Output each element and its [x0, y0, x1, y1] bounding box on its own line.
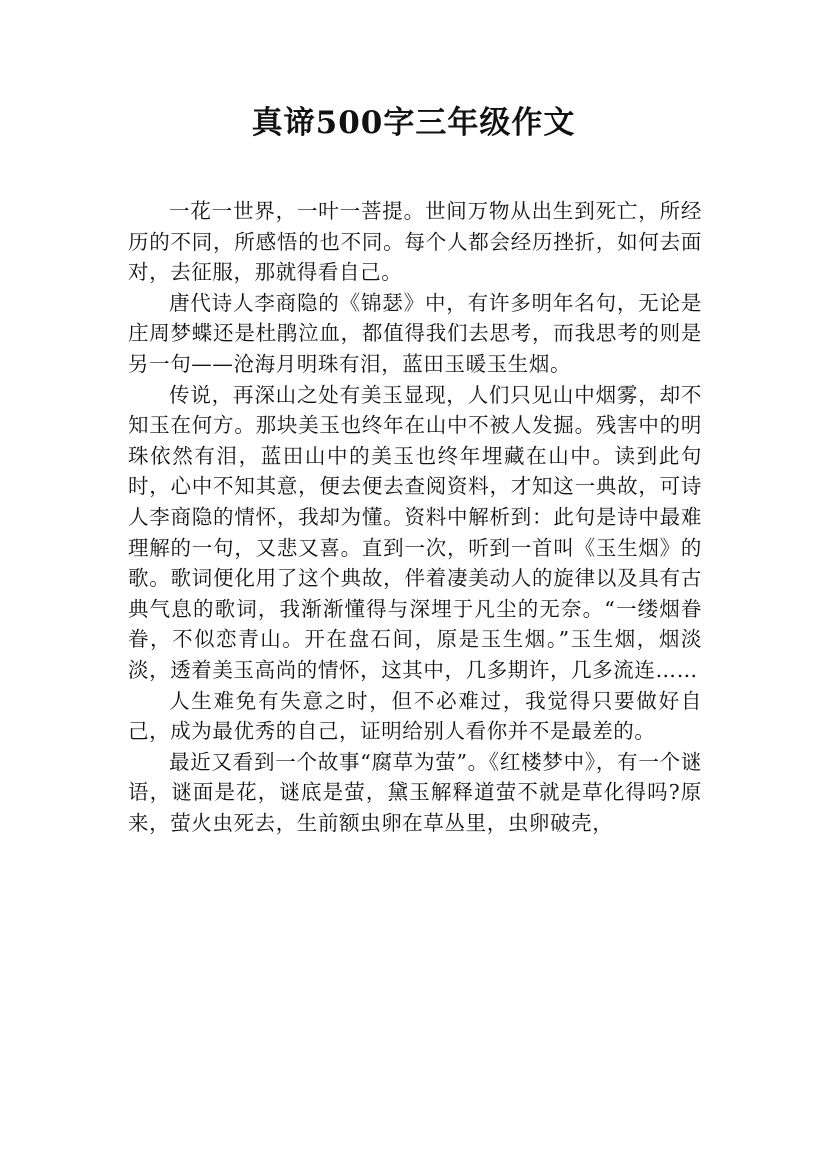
- paragraph: 传说，再深山之处有美玉显现，人们只见山中烟雾，却不知玉在何方。那块美玉也终年在山中不被人发掘。残害中的明珠依然有泪，蓝田山中的美玉也终年埋藏在山中。读到此句时，心中不知其意，便去便去查阅资料，才知这一典故，可诗人李商隐的情怀，我却为懂。资料中解析到：此句是诗中最难理解的一句，又悲又喜。直到一次，听到一首叫《玉生烟》的歌。歌词便化用了这个典故，伴着凄美动人的旋律以及具有古典气息的歌词，我渐渐懂得与深埋于凡尘的无奈。“一缕烟眷眷，不似恋青山。开在盘石间，原是玉生烟。”玉生烟，烟淡淡，透着美玉高尚的情怀，这其中，几多期许，几多流连……: [128, 382, 702, 682]
- paragraph: 一花一世界，一叶一菩提。世间万物从出生到死亡，所经历的不同，所感悟的也不同。每个人都会经历挫折，如何去面对，去征服，那就得看自己。: [128, 199, 702, 285]
- essay-body: [128, 196, 702, 838]
- document-title: 真谛500字三年级作文: [251, 105, 576, 141]
- paragraph: 人生难免有失意之时，但不必难过，我觉得只要做好自己，成为最优秀的自己，证明给别人看你并不是最差的。: [128, 688, 702, 744]
- paragraph: 唐代诗人李商隐的《锦瑟》中，有许多明年名句，无论是庄周梦蝶还是杜鹃泣血，都值得我们去思考，而我思考的则是另一句——沧海月明珠有泪，蓝田玉暖玉生烟。: [128, 290, 702, 376]
- paragraph: 最近又看到一个故事“腐草为萤”。《红楼梦中》，有一个谜语，谜面是花，谜底是萤，黛玉解释道萤不就是草化得吗?原来，萤火虫死去，生前额虫卵在草丛里，虫卵破壳，: [128, 749, 702, 835]
